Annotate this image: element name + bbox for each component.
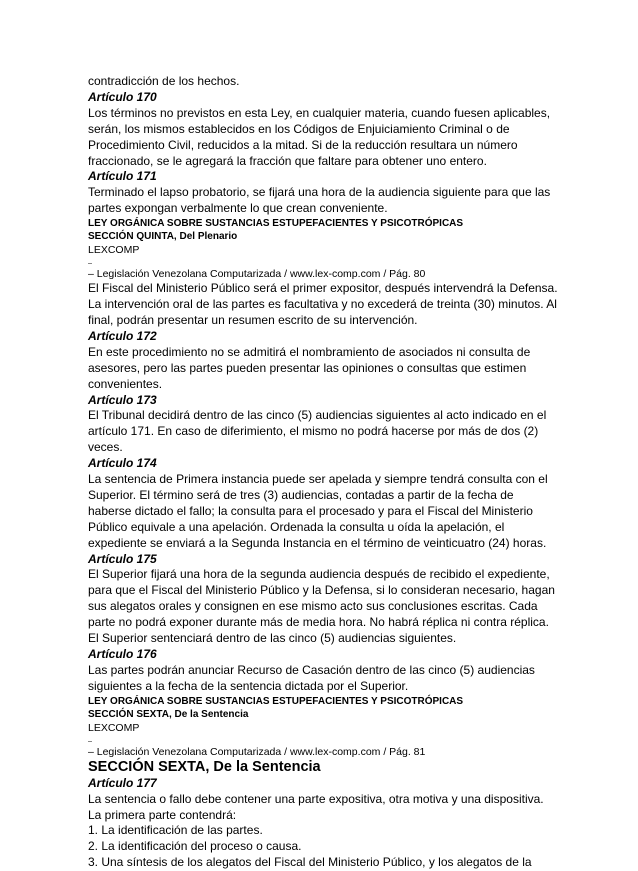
separator-mark (88, 263, 92, 264)
paragraph: 3. Una síntesis de los alegatos del Fiscal del Ministerio Público, y los alegatos de la (88, 855, 532, 870)
paragraph: 1. La identificación de las partes. (88, 823, 263, 838)
paragraph: El Tribunal decidirá dentro de las cinco (5) audiencias siguientes al acto indicado en el artículo 171. En caso de diferimiento, el mismo no podrá hacerse por más de dos (2) veces. (88, 408, 547, 455)
paragraph: contradicción de los hechos. (88, 74, 240, 88)
lexcomp-label: LEXCOMP (88, 721, 140, 734)
paragraph: El Superior fijará una hora de la segunda audiencia después de recibido el expediente, para que el Fiscal del Ministerio Público y la Defensa, si lo consideran necesario, hagan sus alegatos orales y consignen en ese mismo acto sus conclusiones escritas. Cada parte no podrá exponer durante más de media hora. No habrá réplica ni contra réplica. (88, 567, 555, 630)
separator-mark (88, 741, 92, 742)
article-heading: Artículo 170 (88, 89, 157, 104)
law-header: LEY ORGÁNICA SOBRE SUSTANCIAS ESTUPEFACIENTES Y PSICOTRÓPICAS (88, 695, 464, 707)
paragraph: La sentencia o fallo debe contener una parte expositiva, otra motiva y una dispositiva. La primera parte contendrá: (88, 791, 544, 822)
document-page (88, 74, 558, 871)
law-header: SECCIÓN QUINTA, Del Plenario (88, 231, 238, 243)
paragraph: La sentencia de Primera instancia puede ser apelada y siempre tendrá consulta con el Superior. El término será de tres (3) audiencias, contadas a partir de la fecha de haberse dictado el fallo; la consulta para el procesado y para el Fiscal del Ministerio Público equivale a una apelación. Ordenada la consulta u oída la apelación, el expediente se enviará a la Segunda Instancia en el término de veinticuatro (24) horas. (88, 472, 548, 550)
paragraph: En este procedimiento no se admitirá el nombramiento de asociados ni consulta de asesores, pero las partes pueden presentar las opiniones o consultas que estimen convenientes. (88, 344, 531, 391)
paragraph: 2. La identificación del proceso o causa. (88, 839, 302, 854)
article-heading: Artículo 173 (88, 392, 157, 407)
section-title: SECCIÓN SEXTA, De la Sentencia (88, 758, 321, 775)
law-header: LEY ORGÁNICA SOBRE SUSTANCIAS ESTUPEFACIENTES Y PSICOTRÓPICAS (88, 218, 464, 230)
article-heading: Artículo 177 (88, 775, 157, 790)
article-heading: Artículo 172 (88, 328, 157, 343)
page-footer: – Legislación Venezolana Computarizada / www.lex-comp.com / Pág. 80 (88, 268, 426, 281)
paragraph: El Fiscal del Ministerio Público será el primer expositor, después intervendrá la Defensa. La intervención oral de las partes es facultativa y no excederá de treinta (30) minutos. Al final, podrán presentar un resumen escrito de su intervención. (88, 281, 558, 327)
page-footer: – Legislación Venezolana Computarizada / www.lex-comp.com / Pág. 81 (88, 745, 426, 758)
paragraph: El Superior sentenciará dentro de las cinco (5) audiencias siguientes. (88, 631, 457, 646)
paragraph: Los términos no previstos en esta Ley, en cualquier materia, cuando fuesen aplicables, serán, los mismos establecidos en los Códigos de Enjuiciamiento Criminal o de Procedimiento Civil, reducidos a la mitad. Si de la reducción resultara un número fraccionado, se le agregará la fracción que faltare para obtener uno entero. (88, 105, 551, 168)
paragraph: Las partes podrán anunciar Recurso de Casación dentro de las cinco (5) audiencias siguientes a la fecha de la sentencia dictada por el Superior. (88, 662, 535, 693)
article-heading: Artículo 174 (88, 456, 157, 471)
law-header: SECCIÓN SEXTA, De la Sentencia (88, 708, 249, 720)
article-heading: Artículo 175 (88, 551, 157, 566)
article-heading: Artículo 176 (88, 647, 157, 661)
lexcomp-label: LEXCOMP (88, 244, 140, 257)
article-heading: Artículo 171 (88, 169, 157, 184)
paragraph: Terminado el lapso probatorio, se fijará una hora de la audiencia siguiente para que las partes expongan verbalmente lo que crean conveniente. (88, 185, 551, 216)
